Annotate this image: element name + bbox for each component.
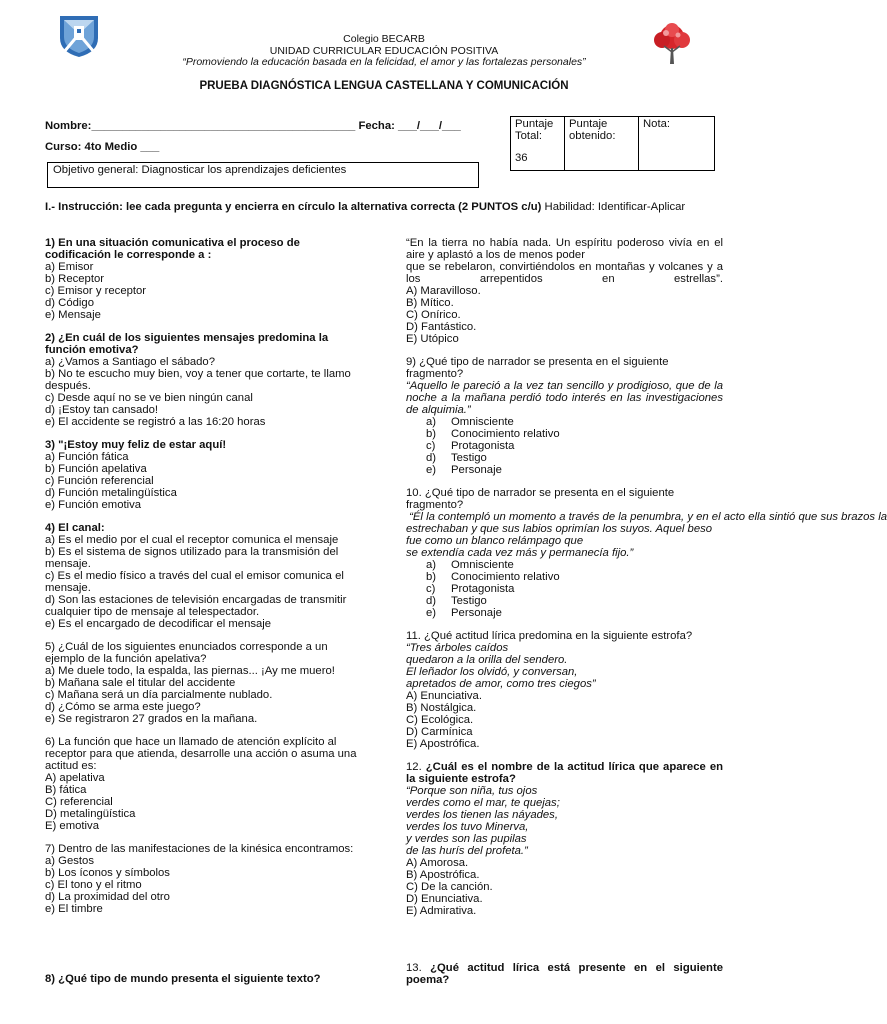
- option[interactable]: [406, 416, 723, 428]
- question-3: [45, 439, 363, 511]
- option-text: Conocimiento relativo: [451, 428, 560, 440]
- option[interactable]: [406, 559, 723, 571]
- option[interactable]: a) Gestos: [45, 855, 94, 867]
- instruction: [45, 201, 723, 213]
- option[interactable]: c) Función referencial: [45, 475, 154, 487]
- verse: verdes como el mar, te quejas;: [406, 797, 560, 809]
- option[interactable]: e) Es el encargado de decodificar el mensaje: [45, 618, 272, 630]
- option[interactable]: C) Onírico.: [406, 309, 461, 321]
- question-2: [45, 332, 363, 428]
- option[interactable]: B) Nostálgica.: [406, 702, 477, 714]
- option-text: Testigo: [451, 452, 487, 464]
- option[interactable]: d) La proximidad del otro: [45, 891, 170, 903]
- option-text: Personaje: [451, 464, 502, 476]
- option[interactable]: d) Código: [45, 297, 94, 309]
- right-column: [406, 237, 887, 928]
- option-letter: a): [426, 559, 437, 571]
- option[interactable]: [406, 428, 723, 440]
- option[interactable]: [406, 595, 723, 607]
- option[interactable]: E) Apostrófica.: [406, 738, 480, 750]
- option[interactable]: b) Es el sistema de signos utilizado para la transmisión del mensaje.: [45, 546, 339, 570]
- left-column: [45, 237, 363, 926]
- question-stem: 4) El canal:: [45, 522, 105, 534]
- verse: El leñador los olvidó, y conversan,: [406, 666, 578, 678]
- option[interactable]: e) El accidente se registró a las 16:20 horas: [45, 416, 266, 428]
- question-8-content: [406, 237, 723, 345]
- option[interactable]: D) Enunciativa.: [406, 893, 483, 905]
- option-letter: d): [426, 595, 437, 607]
- question-10: [406, 487, 887, 619]
- question-4: [45, 522, 363, 630]
- option-text: Omnisciente: [451, 559, 514, 571]
- instruction-skill: Habilidad: Identificar-Aplicar: [541, 201, 686, 213]
- option[interactable]: a) ¿Vamos a Santiago el sábado?: [45, 356, 215, 368]
- question-7: [45, 843, 363, 915]
- question-stem: 10. ¿Qué tipo de narrador se presenta en el siguiente fragmento?: [406, 487, 675, 511]
- option[interactable]: [406, 452, 723, 464]
- option[interactable]: a) Me duele todo, la espalda, las piernas... ¡Ay me muero!: [45, 665, 335, 677]
- obtained-score-cell[interactable]: [565, 117, 639, 171]
- question-stem: 11. ¿Qué actitud lírica predomina en la siguiente estrofa?: [406, 630, 693, 642]
- quote-line: se extendía cada vez más y permanecía fijo.”: [406, 547, 634, 559]
- verse: “Porque son niña, tus ojos: [406, 785, 538, 797]
- obtained-score-label: Puntaje obtenido:: [569, 118, 616, 142]
- option[interactable]: A) Amorosa.: [406, 857, 469, 869]
- course-field[interactable]: Curso: 4to Medio ___: [45, 141, 160, 153]
- verse: apretados de amor, como tres ciegos”: [406, 678, 596, 690]
- option[interactable]: c) Es el medio físico a través del cual el emisor comunica el mensaje.: [45, 570, 344, 594]
- option[interactable]: c) El tono y el ritmo: [45, 879, 142, 891]
- option[interactable]: A) apelativa: [45, 772, 105, 784]
- question-stem: 1) En una situación comunicativa el proceso de codificación le corresponde a :: [45, 237, 300, 261]
- option[interactable]: D) Carmínica: [406, 726, 473, 738]
- option[interactable]: a) Emisor: [45, 261, 94, 273]
- option[interactable]: C) Ecológica.: [406, 714, 474, 726]
- question-13: [406, 962, 723, 986]
- option[interactable]: B) Apostrófica.: [406, 869, 480, 881]
- option[interactable]: [406, 464, 723, 476]
- verse: y verdes son las pupilas: [406, 833, 527, 845]
- instruction-bold: I.- Instrucción: lee cada pregunta y encierra en círculo la alternativa correcta (2 PUNTOS c/u): [45, 201, 542, 213]
- objective-box: Objetivo general: Diagnosticar los aprendizajes deficientes: [47, 162, 479, 188]
- option[interactable]: d) ¿Cómo se arma este juego?: [45, 701, 201, 713]
- verse: quedaron a la orilla del sendero.: [406, 654, 568, 666]
- question-stem: 5) ¿Cuál de los siguientes enunciados corresponde a un ejemplo de la función apelativa?: [45, 641, 328, 665]
- question-text: ¿Cuál es el nombre de la actitud lírica que aparece en la siguiente estrofa?: [406, 761, 723, 785]
- option[interactable]: E) Admirativa.: [406, 905, 477, 917]
- option[interactable]: b) Receptor: [45, 273, 105, 285]
- option[interactable]: a) Función fática: [45, 451, 129, 463]
- question-9: [406, 356, 723, 476]
- option[interactable]: A) Maravilloso.: [406, 285, 481, 297]
- student-fields: [45, 120, 461, 162]
- option[interactable]: c) Desde aquí no se ve bien ningún canal: [45, 392, 253, 404]
- option[interactable]: c) Emisor y receptor: [45, 285, 147, 297]
- question-stem: 2) ¿En cuál de los siguientes mensajes predomina la función emotiva?: [45, 332, 329, 356]
- option[interactable]: e) Se registraron 27 grados en la mañana.: [45, 713, 258, 725]
- option[interactable]: e) El timbre: [45, 903, 103, 915]
- name-date-field[interactable]: Nombre:__________________________________________ Fecha: ___/___/___: [45, 120, 461, 132]
- option-letter: b): [426, 571, 437, 583]
- question-12: [406, 761, 723, 917]
- question-stem: 7) Dentro de las manifestaciones de la kinésica encontramos:: [45, 843, 354, 855]
- option-text: Omnisciente: [451, 416, 514, 428]
- question-6: [45, 736, 363, 832]
- question-stem: [406, 761, 723, 785]
- option-text: Protagonista: [451, 440, 515, 452]
- school-name: Colegio BECARB: [343, 33, 425, 45]
- option[interactable]: b) Mañana sale el titular del accidente: [45, 677, 236, 689]
- question-1: [45, 237, 363, 321]
- school-header: [0, 34, 768, 69]
- unit-name: UNIDAD CURRICULAR EDUCACIÓN POSITIVA: [269, 44, 499, 57]
- option[interactable]: [406, 571, 723, 583]
- option[interactable]: D) Fantástico.: [406, 321, 477, 333]
- verse: verdes los tienen las náyades,: [406, 809, 558, 821]
- option[interactable]: b) No te escucho muy bien, voy a tener que cortarte, te llamo después.: [45, 368, 351, 392]
- option-letter: e): [426, 607, 437, 619]
- score-table: [510, 116, 715, 171]
- option[interactable]: C) De la canción.: [406, 881, 493, 893]
- verse: “Tres árboles caídos: [406, 642, 509, 654]
- option[interactable]: d) Son las estaciones de televisión encargadas de transmitir cualquier tipo de mensaje al telespectador.: [45, 594, 347, 618]
- question-stem: 3) "¡Estoy muy feliz de estar aquí!: [45, 439, 227, 451]
- option[interactable]: E) Utópico: [406, 333, 459, 345]
- option[interactable]: c) Mañana será un día parcialmente nublado.: [45, 689, 273, 701]
- total-score-label: Puntaje Total:: [515, 118, 554, 142]
- total-score-value: 36: [515, 152, 528, 164]
- verse: de las hurís del profeta.”: [406, 845, 528, 857]
- question-8-stem: 8) ¿Qué tipo de mundo presenta el siguiente texto?: [45, 973, 321, 985]
- quote-line: estrechaban y que sus labios oprimían los suyos. Aquel beso fue como un blanco relámpago que: [406, 523, 713, 547]
- option-letter: a): [426, 416, 437, 428]
- question-stem: 6) La función que hace un llamado de atención explícito al receptor para que atienda, desarrolle una acción o asuma una actitud es:: [45, 736, 357, 772]
- question-text: ¿Qué actitud lírica está presente en el siguiente poema?: [406, 962, 723, 986]
- option[interactable]: [406, 607, 723, 619]
- option-letter: e): [426, 464, 437, 476]
- question-stem: 9) ¿Qué tipo de narrador se presenta en el siguiente fragmento?: [406, 356, 669, 380]
- q8-text-line: que se rebelaron, convirtiéndolos en montañas y volcanes y a los arrepentidos en estrellas”.: [406, 261, 723, 285]
- question-number: 12.: [406, 761, 422, 773]
- option[interactable]: [406, 440, 723, 452]
- test-title: PRUEBA DIAGNÓSTICA LENGUA CASTELLANA Y COMUNICACIÓN: [199, 80, 569, 92]
- option[interactable]: e) Mensaje: [45, 309, 101, 321]
- option[interactable]: D) metalingüística: [45, 808, 136, 820]
- option[interactable]: a) Es el medio por el cual el receptor comunica el mensaje: [45, 534, 339, 546]
- option[interactable]: B) fática: [45, 784, 87, 796]
- q8-text-line: “En la tierra no había nada. Un espíritu poderoso vivía en el aire y aplastó a los de menos poder: [406, 237, 723, 261]
- quote-line: “Él la contempló un momento a través de la penumbra, y en el acto ella sintió que sus brazos la: [406, 511, 887, 523]
- question-5: [45, 641, 363, 725]
- question-11: [406, 630, 723, 750]
- option[interactable]: E) emotiva: [45, 820, 99, 832]
- total-score-cell: [511, 117, 565, 171]
- option-letter: c): [426, 583, 436, 595]
- option-text: Protagonista: [451, 583, 515, 595]
- option[interactable]: b) Los íconos y símbolos: [45, 867, 170, 879]
- option-text: Personaje: [451, 607, 502, 619]
- question-number: 13.: [406, 962, 422, 974]
- option[interactable]: d) ¡Estoy tan cansado!: [45, 404, 159, 416]
- option[interactable]: e) Función emotiva: [45, 499, 142, 511]
- option[interactable]: C) referencial: [45, 796, 113, 808]
- option[interactable]: B) Mítico.: [406, 297, 454, 309]
- option-letter: d): [426, 452, 437, 464]
- grade-cell[interactable]: [639, 117, 715, 171]
- grade-label: Nota:: [643, 118, 671, 130]
- option[interactable]: b) Función apelativa: [45, 463, 147, 475]
- verse: verdes los tuvo Minerva,: [406, 821, 529, 833]
- option[interactable]: [406, 583, 723, 595]
- option-letter: c): [426, 440, 436, 452]
- option-text: Conocimiento relativo: [451, 571, 560, 583]
- option-letter: b): [426, 428, 437, 440]
- option[interactable]: A) Enunciativa.: [406, 690, 482, 702]
- school-motto: “Promoviendo la educación basada en la felicidad, el amor y las fortalezas personales”: [182, 56, 586, 68]
- question-quote: “Aquello le pareció a la vez tan sencillo y prodigioso, que de la noche a la mañana perdió todo interés en las investigaciones de alquimia.”: [406, 380, 723, 416]
- option-text: Testigo: [451, 595, 487, 607]
- option[interactable]: d) Función metalingüística: [45, 487, 177, 499]
